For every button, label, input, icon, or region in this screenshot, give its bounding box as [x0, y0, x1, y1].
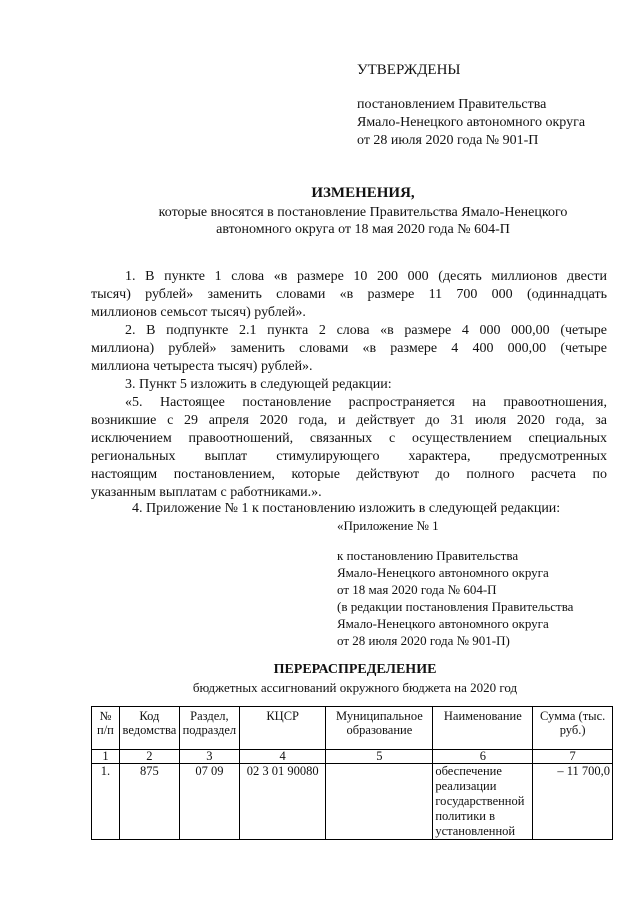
para-4-line-4: региональных выплат стимулирующего характера, предусмотренных	[91, 449, 607, 464]
approval-line-2: Ямало-Ненецкого автономного округа	[357, 115, 586, 130]
cell-section: 07 09	[179, 764, 239, 840]
header-kcsr: КЦСР	[239, 707, 326, 750]
appendix-line-2: Ямало-Ненецкого автономного округа	[337, 565, 549, 580]
col-number: 3	[179, 750, 239, 764]
cell-municipality	[326, 764, 433, 840]
cell-num: 1.	[92, 764, 120, 840]
appendix-line-1: к постановлению Правительства	[337, 548, 519, 563]
approval-title: УТВЕРЖДЕНЫ	[357, 62, 461, 78]
col-number: 2	[119, 750, 179, 764]
para-3-line-1: 3. Пункт 5 изложить в следующей редакции:	[125, 377, 392, 392]
para-1-line-2: тысяч) рублей» заменить словами «в размере 11 700 000 (одиннадцать	[91, 287, 607, 302]
redistribution-subtitle: бюджетных ассигнований окружного бюджета на 2020 год	[192, 680, 518, 695]
appendix-line-4: (в редакции постановления Правительства	[337, 599, 574, 614]
para-4-line-6: указанным выплатам с работниками.».	[91, 485, 322, 500]
appendix-line-3: от 18 мая 2020 года № 604-П	[337, 582, 497, 597]
appendix-line-6: от 28 июля 2020 года № 901-П)	[337, 633, 510, 648]
cell-amount: – 11 700,0	[533, 764, 613, 840]
budget-table	[91, 706, 613, 840]
para-4-line-3: исключением правоотношений, связанных с осуществлением специальных	[91, 431, 607, 446]
header-municipality: Муниципальное образование	[326, 707, 433, 750]
document-subtitle-2: автономного округа от 18 мая 2020 года № 604-П	[216, 222, 510, 237]
redistribution-title: ПЕРЕРАСПРЕДЕЛЕНИЕ	[273, 662, 437, 677]
para-5-line-1: 4. Приложение № 1 к постановлению изложить в следующей редакции:	[132, 501, 561, 516]
para-2-line-3: миллиона четыреста тысяч) рублей».	[91, 359, 313, 374]
cell-name: обеспечение реализации государственной политики в установленной	[433, 764, 533, 840]
header-amount: Сумма (тыс. руб.)	[533, 707, 613, 750]
approval-line-3: от 28 июля 2020 года № 901-П	[357, 133, 539, 148]
para-1-line-1: 1. В пункте 1 слова «в размере 10 200 000 (десять миллионов двести	[125, 269, 607, 284]
header-num: № п/п	[92, 707, 120, 750]
para-1-line-3: миллионов семьсот тысяч) рублей».	[91, 305, 306, 320]
para-4-line-1: «5. Настоящее постановление распространяется на правоотношения,	[125, 395, 607, 410]
cell-agency-code: 875	[119, 764, 179, 840]
para-4-line-2: возникшие с 29 апреля 2020 года, и действует до 31 июля 2020 года, за	[91, 413, 607, 428]
appendix-line-5: Ямало-Ненецкого автономного округа	[337, 616, 549, 631]
column-number-row	[92, 750, 613, 764]
para-2-line-1: 2. В подпункте 2.1 пункта 2 слова «в размере 4 000 000,00 (четыре	[125, 323, 607, 338]
col-number: 5	[326, 750, 433, 764]
header-agency-code: Код ведомства	[119, 707, 179, 750]
table-row	[92, 764, 613, 840]
col-number: 7	[533, 750, 613, 764]
document-title: ИЗМЕНЕНИЯ,	[311, 185, 415, 201]
appendix-title: «Приложение № 1	[337, 518, 439, 533]
para-4-line-5: настоящим постановлением, которые действуют до полного расчета по	[91, 467, 607, 482]
col-number: 6	[433, 750, 533, 764]
cell-kcsr: 02 3 01 90080	[239, 764, 326, 840]
para-2-line-2: миллиона) рублей» заменить словами «в размере 4 400 000,00 (четыре	[91, 341, 607, 356]
col-number: 4	[239, 750, 326, 764]
header-section: Раздел, подраздел	[179, 707, 239, 750]
approval-line-1: постановлением Правительства	[357, 97, 547, 112]
document-subtitle-1: которые вносятся в постановление Правительства Ямало-Ненецкого	[158, 205, 568, 220]
table-header-row	[92, 707, 613, 750]
col-number: 1	[92, 750, 120, 764]
header-name: Наименование	[433, 707, 533, 750]
